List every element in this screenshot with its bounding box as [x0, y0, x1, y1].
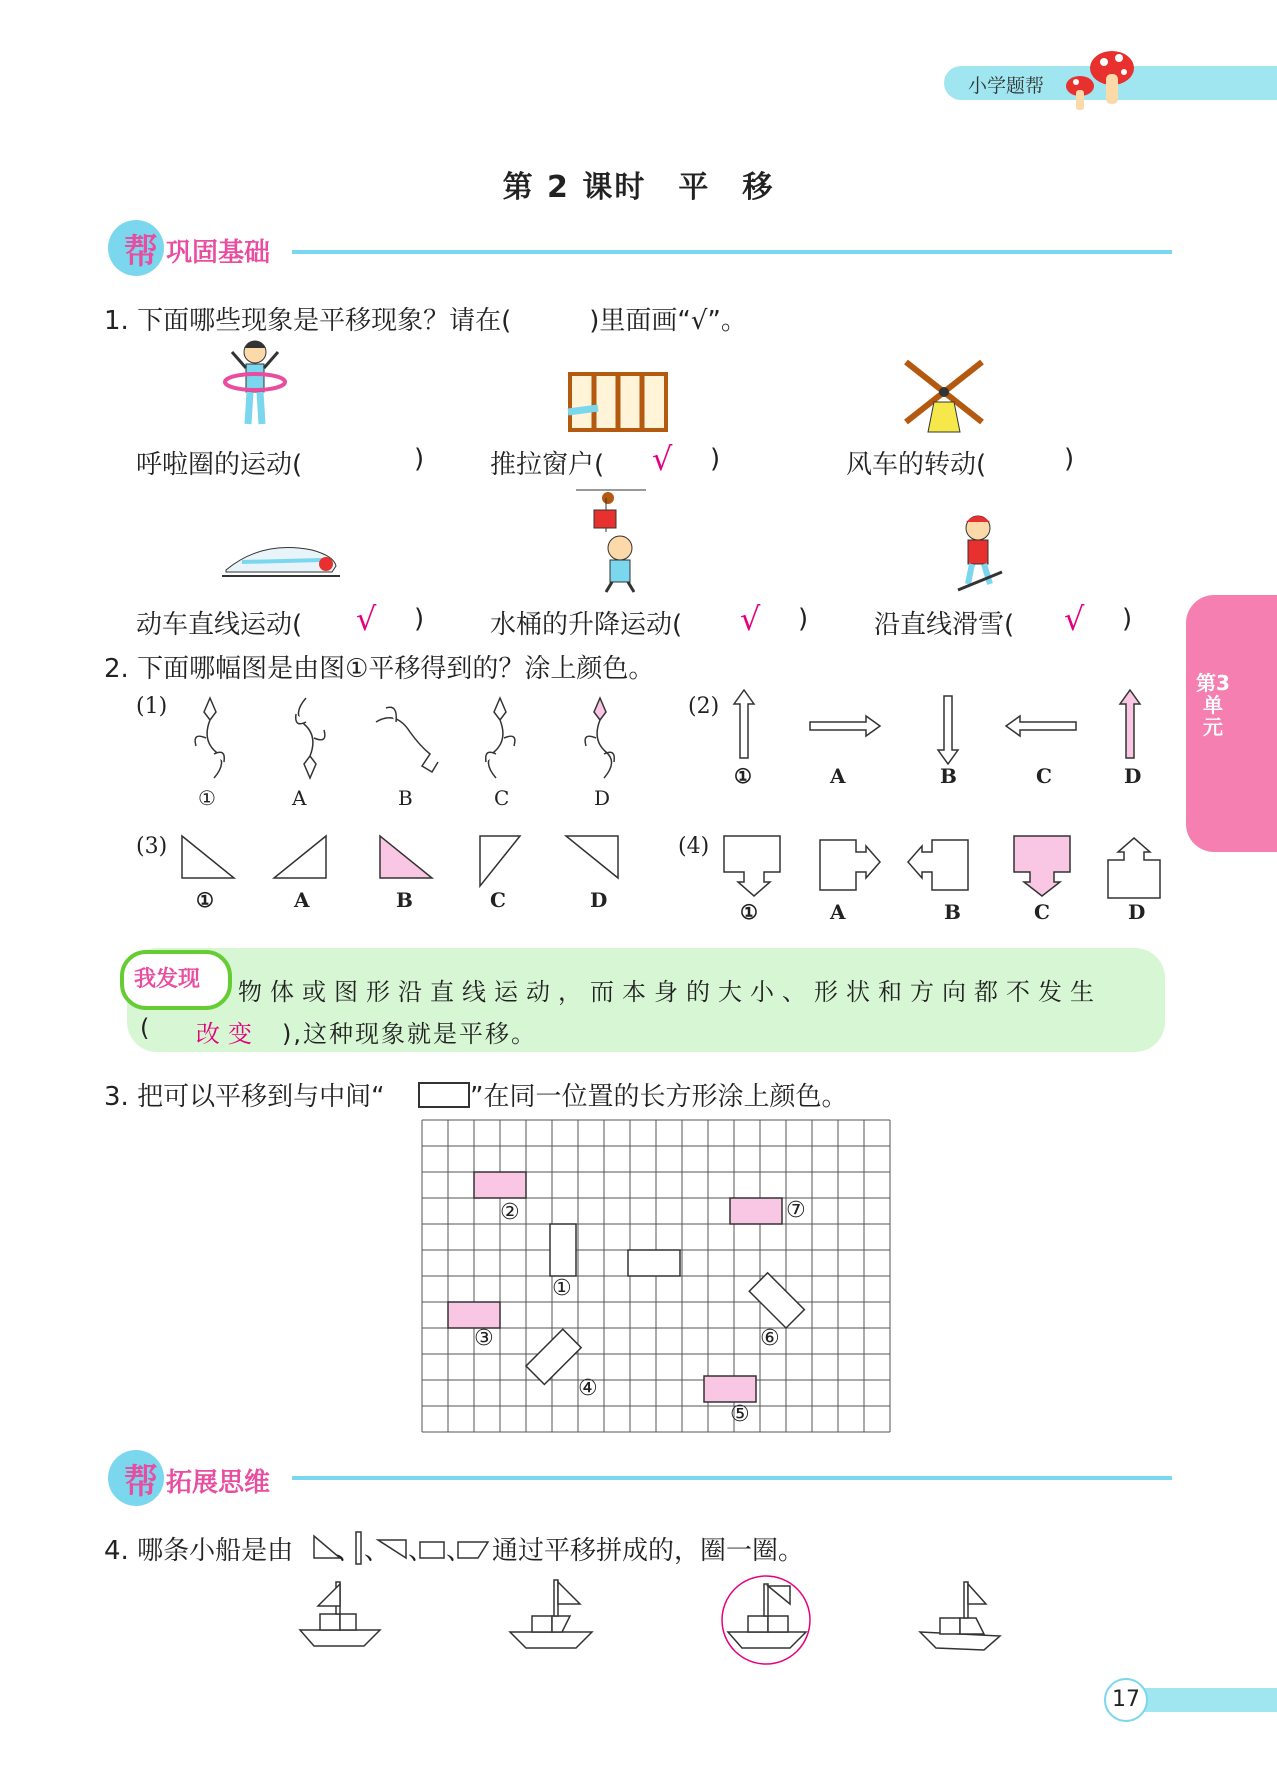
flower-d — [585, 698, 614, 778]
boat-c — [722, 1576, 810, 1664]
q4-prompt-end: 通过平移拼成的，圈一圈。 — [492, 1536, 805, 1566]
q2-sub3-opt-b: B — [396, 888, 413, 912]
q2-sub1-label: (1) — [136, 694, 168, 719]
q3-label-5: ⑤ — [730, 1402, 750, 1427]
discovery-line1: 物体或图形沿直线运动，而本身的大小、形状和方向都不发生 — [238, 978, 1102, 1006]
q1-item-window-answer[interactable]: √ — [652, 440, 673, 478]
q1-item-window-close: ) — [710, 444, 721, 474]
q3-prompt-end: ”在同一位置的长方形涂上颜色。 — [470, 1082, 848, 1112]
q1-item-train-close: ) — [414, 604, 425, 634]
q2-sub1-flowers — [180, 692, 640, 788]
q2-sub2-opt-a: A — [830, 764, 846, 788]
section-divider — [292, 1476, 1172, 1480]
bucket-pulley-picture — [576, 488, 646, 592]
q2-sub3-opt-c: C — [490, 888, 506, 912]
boat-a — [300, 1582, 380, 1646]
triangle-original — [182, 836, 234, 878]
q4-sep-2: 、 — [364, 1536, 391, 1566]
q1-item-ski-answer[interactable]: √ — [1064, 600, 1085, 638]
q2-sub4-opt-c: C — [1034, 900, 1050, 924]
discovery-line2-rest: ),这种现象就是平移。 — [282, 1020, 537, 1048]
q3-label-2: ② — [500, 1200, 520, 1225]
arrow-up-original — [734, 690, 754, 758]
q2-sub1-opt-c: C — [494, 786, 510, 810]
q3-prompt-start: 3. 把可以平移到与中间“ — [104, 1082, 385, 1112]
q2-sub2-opt-c: C — [1036, 764, 1052, 788]
q1-item-bucket-answer[interactable]: √ — [740, 600, 761, 638]
section-header-basics — [108, 218, 271, 278]
q2-sub4-shapes — [720, 834, 1170, 910]
q4-sep-1: 、 — [336, 1536, 363, 1566]
q1-item-hula-label: 呼啦圈的运动( — [136, 450, 303, 480]
q4-prompt-start: 4. 哪条小船是由 — [104, 1536, 294, 1566]
page-number: 17 — [1104, 1678, 1148, 1722]
q2-sub3-opt-a: A — [294, 888, 310, 912]
q2-sub2-opt-orig: ① — [734, 764, 752, 788]
windmill-picture — [904, 360, 984, 434]
section-header-extension — [108, 1448, 271, 1508]
q2-sub1-opt-a: A — [292, 786, 307, 810]
q1-prompt: 1. 下面哪些现象是平移现象？请在( )里面画“√”。 — [104, 306, 747, 336]
q4-sep-4: 、 — [446, 1536, 473, 1566]
page-number-bar — [1127, 1688, 1277, 1712]
q1-item-train-label: 动车直线运动( — [136, 610, 303, 640]
hula-hoop-girl-picture — [220, 338, 290, 430]
q1-item-bucket-label: 水桶的升降运动( — [490, 610, 683, 640]
rect-3 — [448, 1302, 500, 1328]
q2-sub1-opt-d: D — [594, 786, 611, 810]
sliding-window-picture — [568, 372, 668, 432]
shape-original — [724, 836, 780, 896]
q1-item-hula-close: ) — [414, 444, 425, 474]
shape-b — [908, 840, 968, 890]
rect-7 — [730, 1198, 782, 1224]
rect-center — [628, 1250, 680, 1276]
discovery-open-paren: ( — [140, 1014, 158, 1042]
boat-d — [920, 1582, 1000, 1650]
q1-item-train-answer[interactable]: √ — [356, 600, 377, 638]
mushroom-icon — [1062, 44, 1142, 114]
flower-b — [376, 707, 438, 772]
skier-picture — [952, 514, 1008, 592]
q4-sep-3: 、 — [408, 1536, 435, 1566]
shape-a — [820, 840, 880, 890]
bullet-train-picture — [222, 540, 340, 580]
discovery-answer[interactable]: 改变 — [196, 1020, 260, 1048]
shape-c — [1014, 836, 1070, 896]
section-mark: 帮 — [124, 232, 158, 272]
discovery-badge — [120, 950, 232, 1010]
flower-original — [195, 698, 224, 778]
rect-6 — [749, 1273, 804, 1328]
q3-label-4: ④ — [578, 1376, 598, 1401]
flower-a — [296, 698, 325, 778]
section-divider — [292, 250, 1172, 254]
triangle-a — [274, 836, 326, 878]
q2-sub2-opt-b: B — [940, 764, 957, 788]
q2-sub3-opt-d: D — [590, 888, 608, 912]
q2-sub1-opt-b: B — [398, 786, 413, 810]
discovery-badge-label: 我发现 — [134, 967, 201, 992]
q2-sub4-opt-d: D — [1128, 900, 1146, 924]
q4-boats — [290, 1574, 1030, 1678]
q3-label-7: ⑦ — [786, 1198, 806, 1223]
arrow-right-a — [810, 716, 880, 736]
section-label: 拓展思维 — [166, 1468, 271, 1498]
q3-label-3: ③ — [474, 1326, 494, 1351]
arrow-up-d — [1120, 690, 1140, 758]
q2-sub1-opt-orig: ① — [198, 786, 216, 810]
q2-sub2-arrows — [730, 688, 1170, 768]
q2-sub4-opt-b: B — [944, 900, 961, 924]
q2-sub2-label: (2) — [688, 694, 720, 719]
q1-item-bucket-close: ) — [798, 604, 809, 634]
flower-c — [486, 698, 515, 778]
header-brand: 小学题帮 — [968, 75, 1045, 97]
q1-item-window-label: 推拉窗户( — [490, 450, 605, 480]
q2-sub3-label: (3) — [136, 834, 168, 859]
q1-item-ski-close: ) — [1122, 604, 1133, 634]
q1-item-windmill-label: 风车的转动( — [846, 450, 987, 480]
shape-d — [1108, 838, 1160, 898]
unit-side-label: 第3单元 — [1196, 671, 1230, 739]
q3-label-1: ① — [552, 1276, 572, 1301]
section-label: 巩固基础 — [166, 238, 271, 268]
triangle-b — [380, 836, 432, 878]
rect-1 — [550, 1224, 576, 1276]
section-mark: 帮 — [124, 1462, 158, 1502]
boat-b — [510, 1580, 592, 1648]
arrow-down-b — [938, 696, 958, 764]
rectangle-icon — [418, 1082, 470, 1108]
q1-item-ski-label: 沿直线滑雪( — [874, 610, 1015, 640]
q3-label-6: ⑥ — [760, 1326, 780, 1351]
q1-item-windmill-close: ) — [1064, 444, 1075, 474]
triangle-d — [566, 836, 618, 878]
rect-5 — [704, 1376, 756, 1402]
rect-2 — [474, 1172, 526, 1198]
q2-sub4-opt-orig: ① — [740, 900, 758, 924]
arrow-left-c — [1006, 716, 1076, 736]
q2-sub3-opt-orig: ① — [196, 888, 214, 912]
q2-sub2-opt-d: D — [1124, 764, 1142, 788]
triangle-c — [480, 836, 520, 886]
lesson-title: 第 2 课时 平 移 — [502, 170, 775, 205]
rect-4 — [526, 1329, 581, 1384]
q2-prompt: 2. 下面哪幅图是由图①平移得到的？涂上颜色。 — [104, 654, 655, 684]
q3-grid — [422, 1120, 886, 1432]
q2-sub4-opt-a: A — [830, 900, 846, 924]
q2-sub4-label: (4) — [678, 834, 710, 859]
